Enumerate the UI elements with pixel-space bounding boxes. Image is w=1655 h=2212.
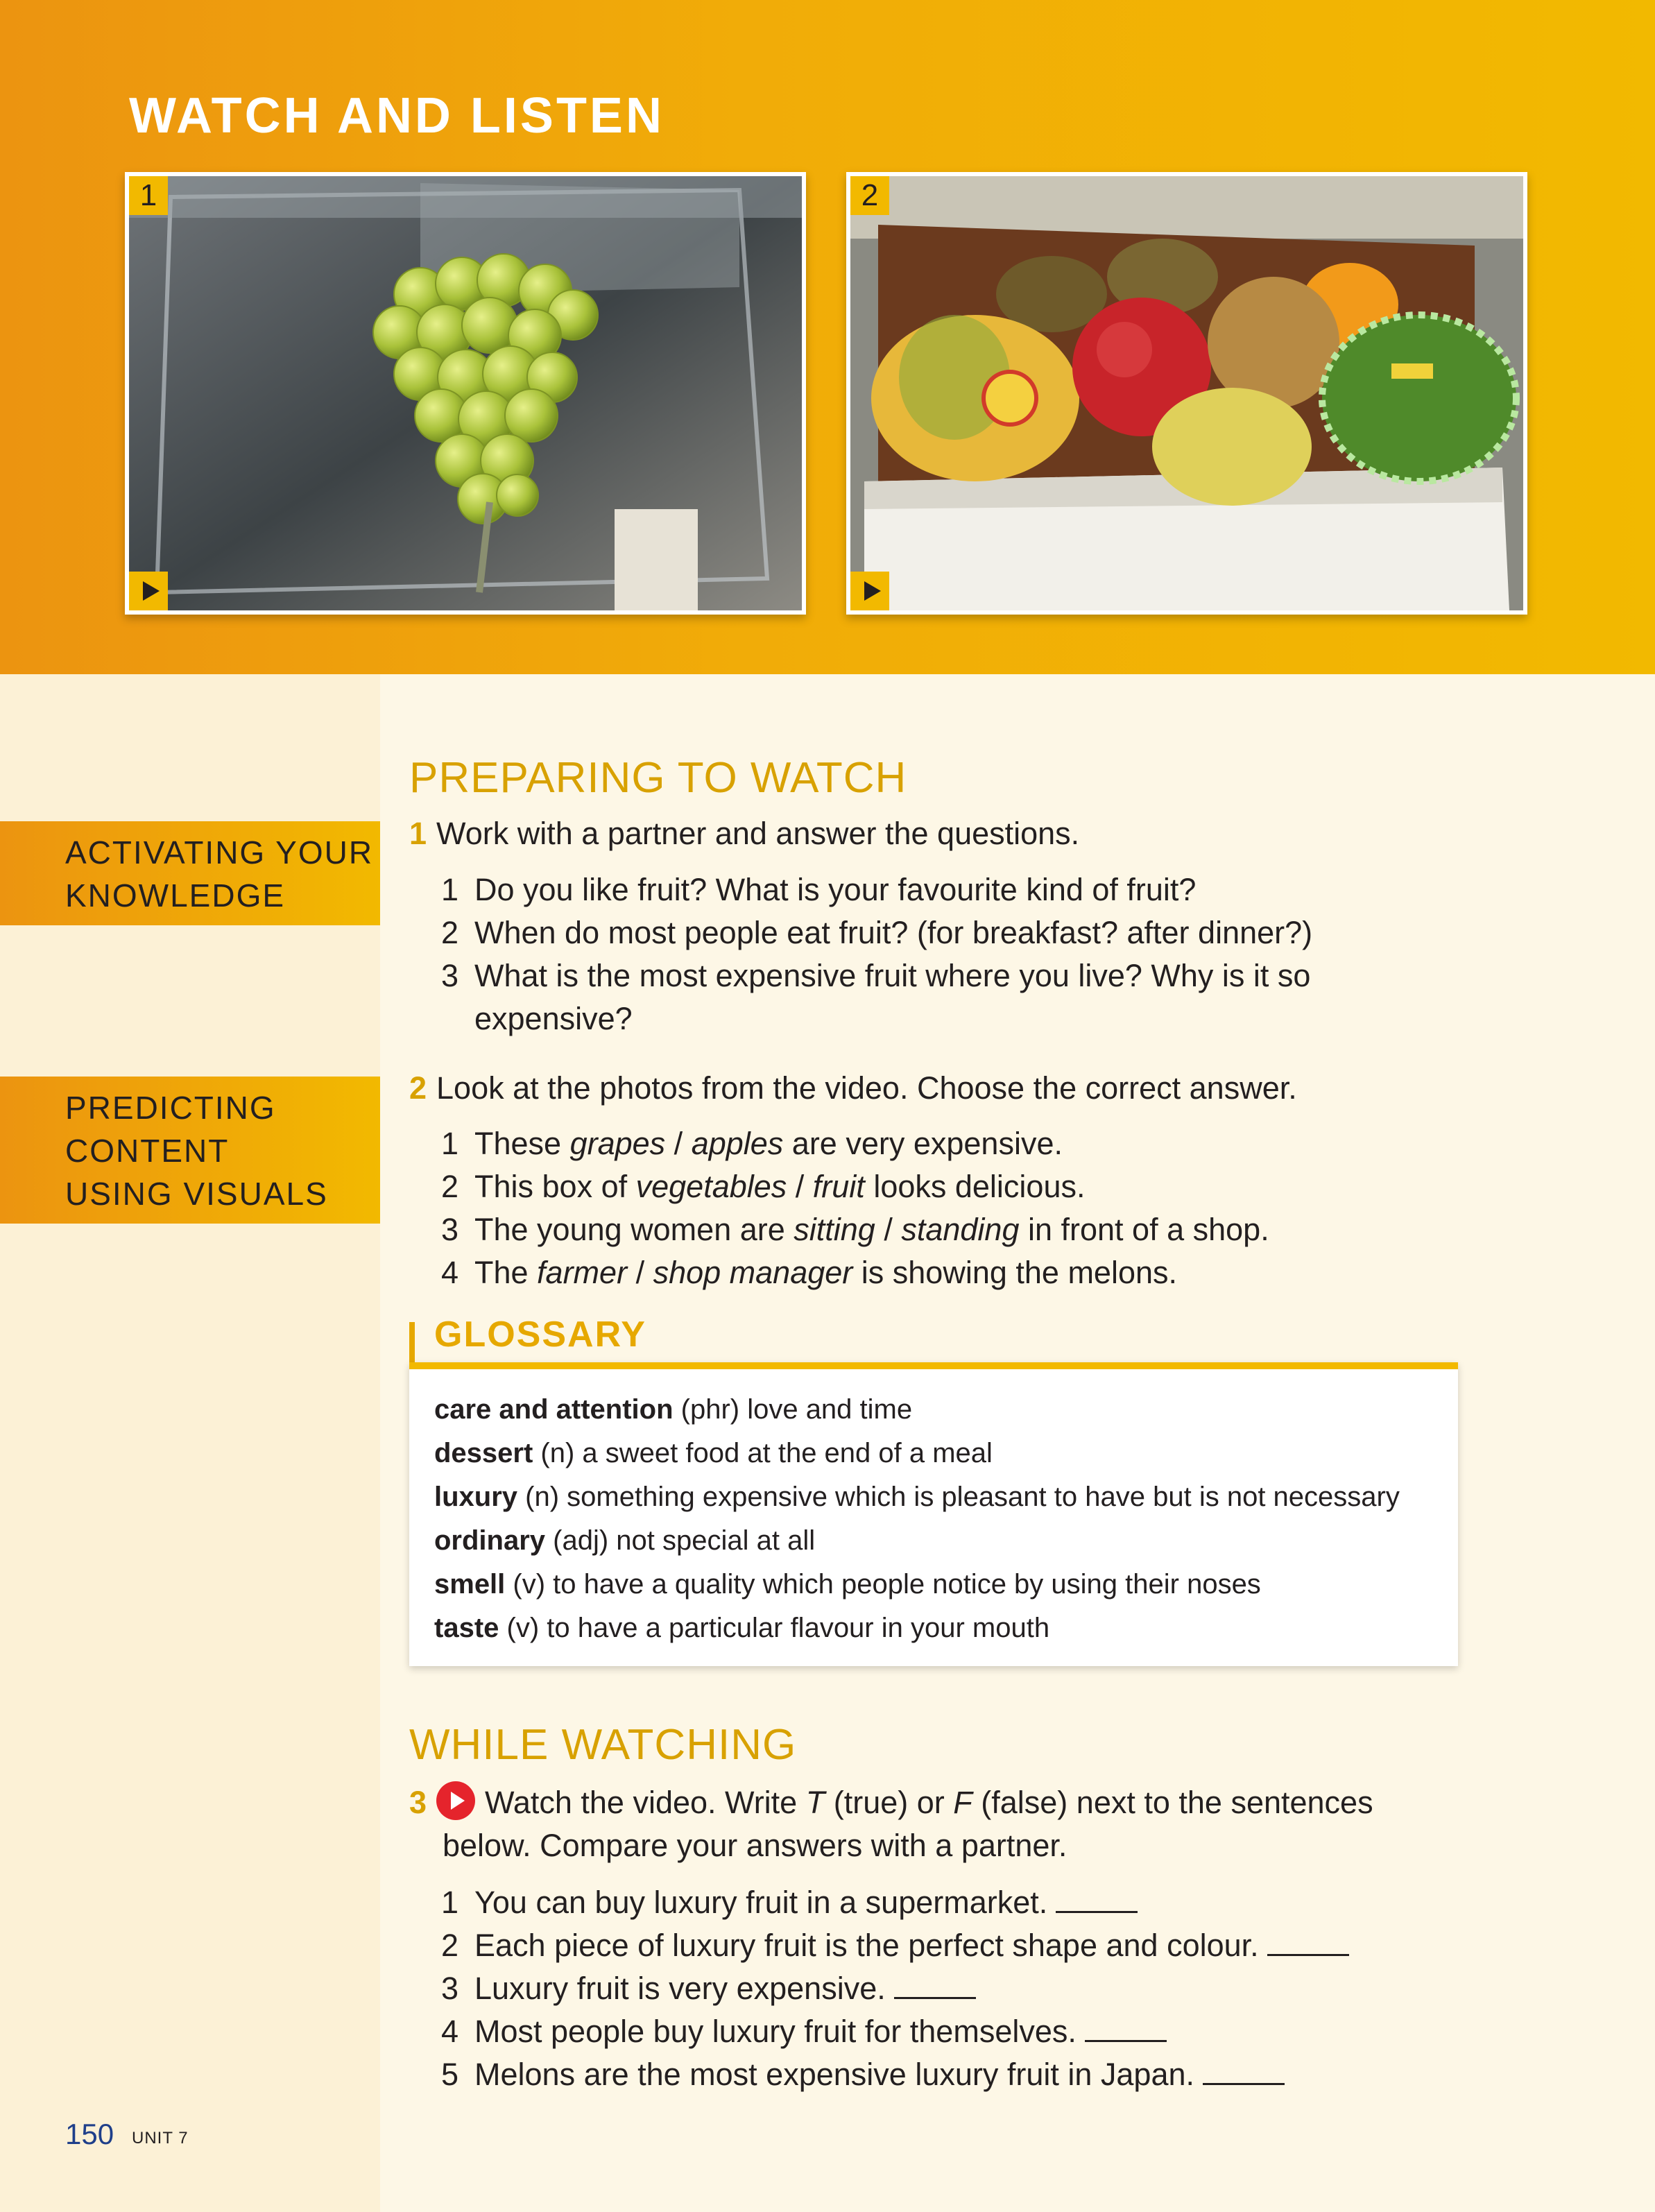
video-play-icon[interactable] [436,1781,475,1820]
task-1-instruction [409,812,1079,855]
task-3-instruction [409,1781,1373,1867]
glossary-term: luxury [434,1482,518,1512]
answer-blank[interactable] [1056,1883,1138,1913]
list-item [441,1251,1269,1294]
unit-label: UNIT 7 [132,2129,189,2147]
task-2-instruction [409,1067,1297,1110]
choice-option[interactable]: apples [691,1126,784,1161]
skill-label-text: PREDICTING CONTENT USING VISUALS [65,1090,328,1212]
grapes-photo [129,176,802,610]
item-text: Do you like fruit? What is your favourite kind of fruit? [474,872,1197,907]
instruction-text: (false) next to the sentences [972,1785,1373,1820]
task-number: 1 [409,816,427,851]
choice-option[interactable]: standing [901,1212,1020,1247]
glossary-box [409,1362,1458,1666]
list-item [441,1165,1269,1208]
list-item [441,1967,1349,2010]
skill-label-activating [0,821,380,925]
glossary-entry [434,1482,1400,1513]
glossary-term: smell [434,1569,506,1600]
item-number: 1 [441,872,459,907]
glossary-entry [434,1438,993,1469]
page-title: WATCH AND LISTEN [129,88,664,144]
glossary-entry [434,1613,1049,1644]
instruction-text: Watch the video. Write [485,1785,806,1820]
section-heading-preparing: PREPARING TO WATCH [409,754,907,802]
task-number: 3 [409,1785,427,1820]
item-text: When do most people eat fruit? (for breakfast? after dinner?) [474,915,1313,950]
item-text: Each piece of luxury fruit is the perfect shape and colour. [474,1924,1349,1967]
photo-number: 1 [129,176,168,215]
glossary-entry [434,1394,912,1425]
list-item [441,1208,1269,1251]
list-item [441,954,1312,997]
item-text: You can buy luxury fruit in a supermarket. [474,1881,1138,1924]
skill-label-predicting [0,1077,380,1224]
glossary-definition: (v) to have a particular flavour in your mouth [499,1613,1050,1643]
video-still-1[interactable] [125,172,806,615]
list-item [441,2053,1349,2096]
glossary-title: GLOSSARY [434,1314,646,1355]
answer-blank[interactable] [1203,2055,1285,2085]
item-number: 1 [441,1126,459,1161]
glossary-entry [434,1525,815,1557]
item-text: This box of vegetables / fruit looks delicious. [474,1169,1086,1204]
header-banner [0,0,1655,674]
list-item-continuation [441,997,1312,1040]
page-number: 150 [65,2118,114,2150]
item-text: expensive? [474,1001,633,1036]
fruit-box-photo [850,176,1523,610]
task-1-questions [441,868,1312,1040]
item-number: 4 [441,2014,459,2049]
list-item [441,1924,1349,1967]
choice-option[interactable]: farmer [537,1255,628,1290]
glossary-term: taste [434,1613,499,1643]
choice-option[interactable]: fruit [812,1169,865,1204]
item-text: What is the most expensive fruit where you live? Why is it so [474,958,1311,993]
choice-option[interactable]: vegetables [635,1169,787,1204]
instruction-text: Work with a partner and answer the questions. [436,816,1080,851]
glossary-term: ordinary [434,1525,546,1556]
answer-blank[interactable] [1085,2012,1167,2042]
item-number: 1 [441,1885,459,1920]
glossary-entry [434,1569,1261,1600]
list-item [441,868,1312,911]
true-marker: T [805,1785,825,1820]
item-text: Melons are the most expensive luxury fruit in Japan. [474,2053,1285,2096]
task-3-statements [441,1881,1349,2096]
item-text: The farmer / shop manager is showing the melons. [474,1255,1178,1290]
item-number: 2 [441,915,459,950]
play-icon[interactable] [850,572,889,610]
item-text: The young women are sitting / standing in front of a shop. [474,1212,1269,1247]
item-number: 3 [441,1212,459,1247]
item-number: 5 [441,2057,459,2092]
instruction-text: Look at the photos from the video. Choose the correct answer. [436,1070,1297,1106]
glossary-term: care and attention [434,1394,674,1425]
glossary-definition: (adj) not special at all [545,1525,816,1556]
answer-blank[interactable] [1267,1926,1349,1956]
play-icon[interactable] [129,572,168,610]
instruction-text: below. Compare your answers with a partner. [443,1828,1067,1863]
glossary-definition: (phr) love and time [673,1394,913,1425]
false-marker: F [953,1785,972,1820]
task-number: 2 [409,1070,427,1106]
skill-label-text: ACTIVATING YOUR KNOWLEDGE [65,834,374,914]
glossary-definition: (v) to have a quality which people notice by using their noses [505,1569,1261,1600]
section-heading-while-watching: WHILE WATCHING [409,1721,797,1769]
photo-number: 2 [850,176,889,215]
video-still-2[interactable] [846,172,1527,615]
glossary-definition: (n) something expensive which is pleasant to have but is not necessary [517,1482,1400,1512]
list-item [441,911,1312,954]
glossary-term: dessert [434,1438,533,1468]
item-number: 2 [441,1169,459,1204]
instruction-text: (true) or [825,1785,954,1820]
list-item [441,1881,1349,1924]
item-number: 4 [441,1255,459,1290]
item-number: 3 [441,1971,459,2006]
choice-option[interactable]: shop manager [653,1255,853,1290]
list-item [441,2010,1349,2053]
list-item [441,1122,1269,1165]
glossary-accent-bar [409,1322,415,1364]
item-text: These grapes / apples are very expensive. [474,1126,1063,1161]
choice-option[interactable]: sitting [794,1212,875,1247]
task-2-choices [441,1122,1269,1294]
item-number: 2 [441,1928,459,1963]
glossary-definition: (n) a sweet food at the end of a meal [533,1438,993,1468]
answer-blank[interactable] [894,1969,976,1999]
item-text: Luxury fruit is very expensive. [474,1967,976,2010]
choice-option[interactable]: grapes [569,1126,666,1161]
item-text: Most people buy luxury fruit for themselves. [474,2010,1167,2053]
item-number: 3 [441,958,459,993]
